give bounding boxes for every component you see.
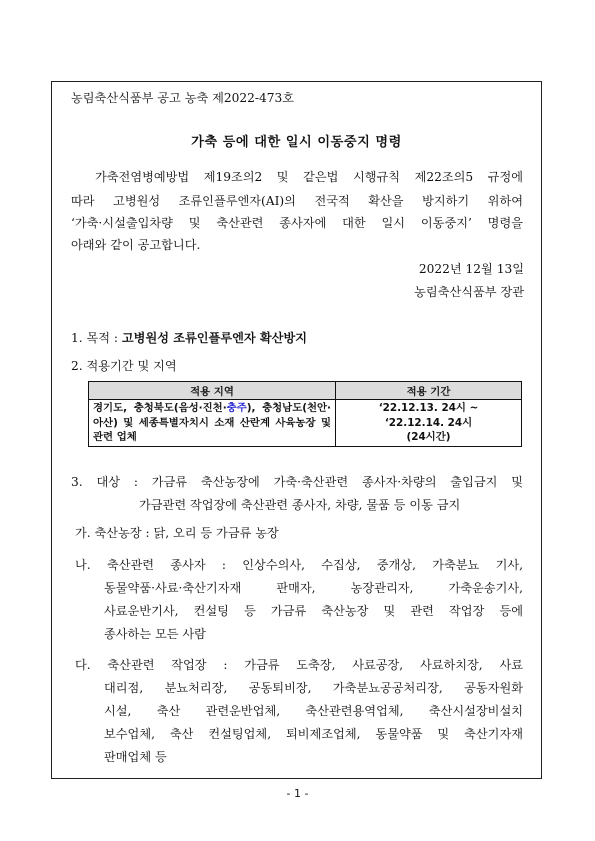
table-header-row	[89, 382, 522, 400]
item-da-line-3: 시설, 축산 관련운반업체, 축산관련용역업체, 축산시설장비설치	[104, 704, 523, 718]
table-header-region: 적용 지역	[89, 382, 336, 400]
intro-line-4: 아래와 같이 공고합니다.	[71, 238, 201, 252]
item-da-line-4: 보수업체, 축산 컨설팅업체, 퇴비제조업체, 동물약품 및 축산기자재	[104, 727, 523, 741]
target-line-1: 3. 대상 : 가금류 축산농장에 가축·축산관련 종사자·차량의 출입금지 및	[71, 475, 523, 489]
item-na-line-2: 동물약품·사료·축산기자재 판매자, 농장관리자, 가축운송기사,	[104, 581, 523, 595]
item-ga: 가. 축산농장 : 닭, 오리 등 가금류 농장	[75, 526, 279, 540]
item-na-line-1: 나. 축산관련 종사자 : 인상수의사, 수집상, 중개상, 가축분뇨 기사,	[75, 558, 523, 572]
purpose-line	[71, 330, 307, 346]
period-line-3: (24시간)	[406, 431, 451, 443]
table-row	[89, 400, 522, 447]
purpose-text: 고병원성 조류인플루엔자 확산방지	[121, 331, 307, 345]
notice-number: 농림축산식품부 공고 농축 제2022-473호	[71, 91, 295, 105]
region-text-2: ), 충청남도(천안·아산) 및 세종특별자치시 소재 산란계 사육농장 및 관련 업체	[93, 402, 331, 443]
intro-line-2: 따라 고병원성 조류인플루엔자(AI)의 전국적 확산을 방지하기 위하여	[71, 194, 523, 208]
intro-line-1: 가축전염병예방법 제19조의2 및 같은법 시행규칙 제22조의5 규정에	[95, 170, 523, 184]
period-line-2: ‘22.12.14. 24시	[384, 416, 473, 429]
item-na-line-3: 사료운반기사, 컨설팅 등 가금류 축산농장 및 관련 작업장 등에	[104, 604, 523, 618]
table-header-period: 적용 기간	[336, 382, 522, 400]
region-cell	[89, 400, 336, 447]
item-da-line-2: 대리점, 분뇨처리장, 공동퇴비장, 가축분뇨공공처리장, 공동자원화	[104, 681, 523, 695]
issue-date: 2022년 12월 13일	[418, 262, 524, 276]
period-section-label: 2. 적용기간 및 지역	[71, 359, 177, 373]
period-line-1: ‘22.12.13. 24시 ~	[378, 402, 479, 414]
region-text-1: 경기도, 충청북도(음성·진천·	[93, 402, 227, 414]
document-title: 가축 등에 대한 일시 이동중지 명령	[191, 135, 402, 150]
target-line-2: 가금관련 작업장에 축산관련 종사자, 차량, 물품 등 이동 금지	[139, 498, 461, 512]
item-na-line-4: 종사하는 모든 사람	[104, 627, 206, 641]
period-cell	[336, 400, 522, 447]
application-table	[88, 381, 522, 447]
page-number: - 1 -	[286, 787, 309, 800]
region-highlight: 충주	[226, 402, 247, 414]
item-da-line-1: 다. 축산관련 작업장 : 가금류 도축장, 사료공장, 사료하치장, 사료	[75, 658, 523, 672]
issuer: 농림축산식품부 장관	[414, 285, 524, 299]
purpose-label: 1. 목적 :	[71, 331, 119, 345]
item-da-line-5: 판매업체 등	[104, 750, 167, 764]
intro-line-3: ‘가축·시설출입차량 및 축산관련 종사자에 대한 일시 이동중지’ 명령을	[71, 216, 523, 230]
